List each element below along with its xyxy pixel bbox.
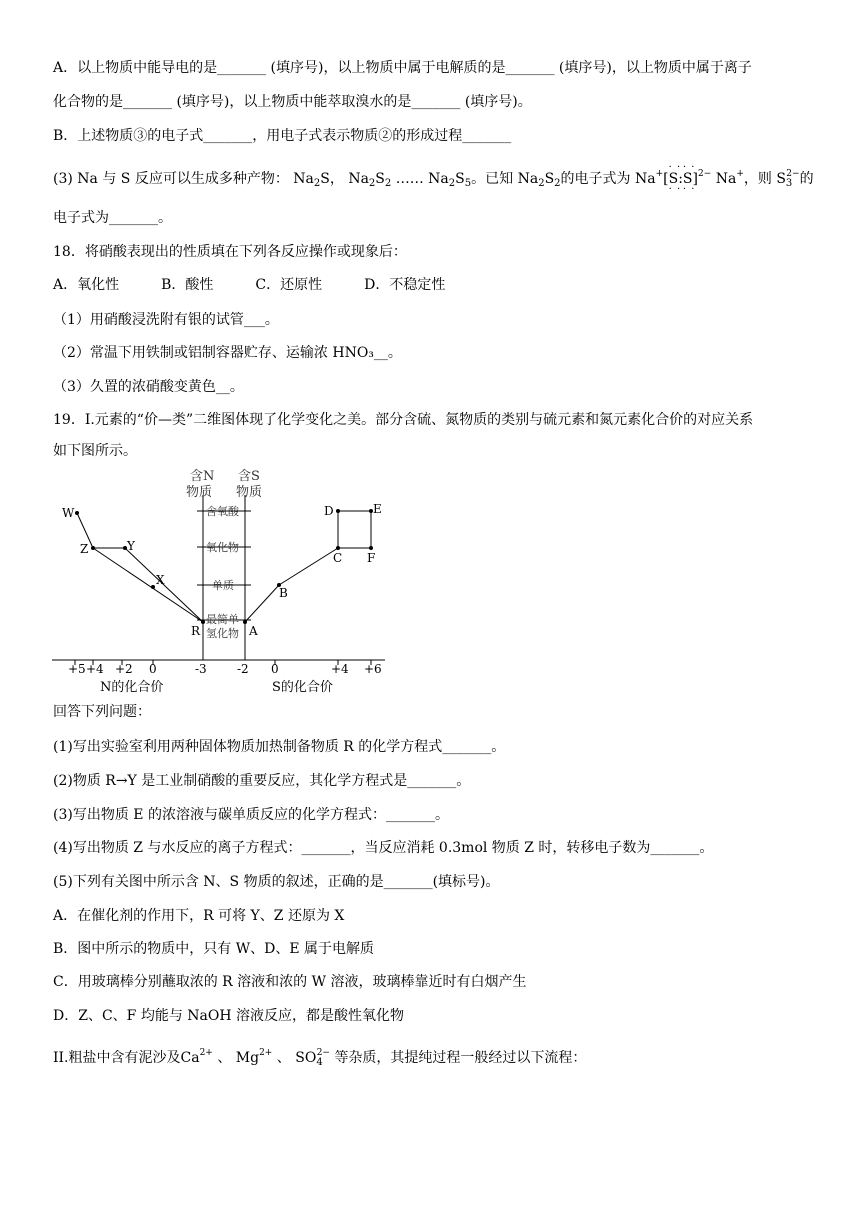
s-x-axis-label: S的化合价 <box>272 680 333 695</box>
text-span: (3) Na 与 S 反应可以生成多种产物： <box>53 171 289 187</box>
point-w <box>75 511 79 515</box>
option-b: B．图中所示的物质中，只有 W、D、E 属于电解质 <box>53 941 375 957</box>
tick-label: -3 <box>195 662 207 676</box>
text-span: 等杂质，其提纯过程一般经过以下流程： <box>334 1050 587 1066</box>
question-18: 18．将硝酸表现出的性质填在下列各反应操作或现象后： <box>53 244 407 260</box>
question-18-1: （1）用硝酸浸洗附有银的试管___。 <box>53 312 279 328</box>
point-label: D <box>324 504 334 518</box>
sub-question-5: (5)下列有关图中所示含 N、S 物质的叙述，正确的是_______(填标号)。 <box>53 874 500 890</box>
sub-question-2: (2)物质 R→Y 是工业制硝酸的重要反应，其化学方程式是_______。 <box>53 773 471 789</box>
n-axis-title: 含N <box>190 469 215 484</box>
question-19: 19．I.元素的“价—类”二维图体现了化学变化之美。部分含硫、氮物质的类别与硫元素和氮元素化合价的对应关系 <box>53 412 754 428</box>
text-line: 电子式为_______。 <box>53 210 172 226</box>
tick-label: +5 <box>68 662 86 676</box>
point-label: F <box>367 551 376 565</box>
text-span: 的 <box>799 171 814 187</box>
question-19-cont: 如下图所示。 <box>53 443 137 459</box>
point-c <box>336 546 340 550</box>
n-axis-title: 物质 <box>186 485 213 500</box>
electron-formula: Na+[· · S · ·:· · S · ·]$^{2-}$ Na+ <box>635 171 744 187</box>
tick-label: -2 <box>237 662 249 676</box>
point-d <box>336 509 340 513</box>
point-label: X <box>156 573 165 587</box>
formula-na2s5: $Na_2S_5$ <box>428 171 472 189</box>
point-label: C <box>333 551 343 565</box>
formula-na2s2: $Na_2S_2$ <box>517 171 561 189</box>
valence-class-diagram <box>50 465 400 700</box>
tick-label: +4 <box>86 662 104 676</box>
tick-label: 0 <box>149 662 157 676</box>
text-span: II.粗盐中含有泥沙及 <box>53 1050 181 1066</box>
point-label: E <box>373 502 382 516</box>
question-18-options: A．氧化性 B．酸性 C．还原性 D．不稳定性 <box>53 277 446 293</box>
point-label: R <box>191 624 201 638</box>
text-span: 。已知 <box>471 171 514 187</box>
point-label: A <box>249 624 258 638</box>
question-18-2: （2）常温下用铁制或铝制容器贮存、运输浓 HNO₃__。 <box>53 345 402 361</box>
category-label: 氧化物 <box>206 541 239 554</box>
tick-label: +4 <box>331 662 349 676</box>
tick-label: +2 <box>115 662 133 676</box>
formula-s3: $S_3^{2-}$ <box>776 169 800 189</box>
point-f <box>369 546 373 550</box>
text-span: ，则 <box>743 171 772 187</box>
category-label: 最简单 <box>206 613 239 626</box>
s-axis-title: 物质 <box>236 485 263 500</box>
point-label: W <box>62 506 75 520</box>
text-line: A．以上物质中能导电的是_______ (填序号)，以上物质中属于电解质的是_______ (填序号)，以上物质中属于离子 <box>53 60 752 76</box>
option-d: D．Z、C、F 均能与 NaOH 溶液反应，都是酸性氧化物 <box>53 1008 405 1024</box>
category-label: 含氧酸 <box>206 505 239 518</box>
ion-mg: $Mg^{2+}$ <box>235 1048 273 1066</box>
option-a: A．在催化剂的作用下，R 可将 Y、Z 还原为 X <box>53 908 345 924</box>
question-3-line: (3) Na 与 S 反应可以生成多种产物： $Na_2S$， $Na_2S_2$ …… $Na_2S_5$。已知 $Na_2S_2$的电子式为 Na+[· · S · ·:· · S · ·]$^{2-}$ Na+，则 $S_3^{2-}$的 <box>53 164 814 194</box>
sub-question-3: (3)写出物质 E 的浓溶液与碳单质反应的化学方程式：_______。 <box>53 807 449 823</box>
point-r <box>201 620 205 624</box>
category-label: 单质 <box>212 579 234 592</box>
question-18-3: （3）久置的浓硝酸变黄色__。 <box>53 379 244 395</box>
point-label: B <box>279 586 288 600</box>
point-x <box>151 585 155 589</box>
tick-label: +6 <box>364 662 382 676</box>
point-a <box>243 620 247 624</box>
text-line: 化合物的是_______ (填序号)，以上物质中能萃取溴水的是_______ (填序号)。 <box>53 94 532 110</box>
formula-na2s: $Na_2S$ <box>293 171 330 189</box>
text-line: B．上述物质③的电子式_______，用电子式表示物质②的形成过程_______ <box>53 128 512 144</box>
part-2-line: II.粗盐中含有泥沙及$Ca^{2+}$ 、 $Mg^{2+}$ 、 $SO_4^{2-}$ 等杂质，其提纯过程一般经过以下流程： <box>53 1048 587 1068</box>
formula-na2s2: $Na_2S_2$ <box>348 171 392 189</box>
sub-question-1: (1)写出实验室利用两种固体物质加热制备物质 R 的化学方程式_______。 <box>53 739 506 755</box>
s-axis-title: 含S <box>238 469 260 484</box>
ion-ca: $Ca^{2+}$ <box>180 1048 213 1066</box>
point-z <box>91 546 95 550</box>
answer-intro: 回答下列问题： <box>53 704 151 720</box>
text-span: 的电子式为 <box>560 171 631 187</box>
sub-question-4: (4)写出物质 Z 与水反应的离子方程式：_______，当反应消耗 0.3mol 物质 Z 时，转移电子数为_______。 <box>53 840 714 856</box>
tick-label: 0 <box>271 662 279 676</box>
ion-so4: $SO_4^{2-}$ <box>295 1048 330 1068</box>
option-c: C．用玻璃棒分别蘸取浓的 R 溶液和浓的 W 溶液，玻璃棒靠近时有白烟产生 <box>53 974 527 990</box>
ellipsis: …… <box>395 171 424 187</box>
category-label: 氢化物 <box>206 627 239 640</box>
point-label: Y <box>127 539 135 553</box>
n-x-axis-label: N的化合价 <box>100 680 164 695</box>
point-label: Z <box>80 542 89 556</box>
